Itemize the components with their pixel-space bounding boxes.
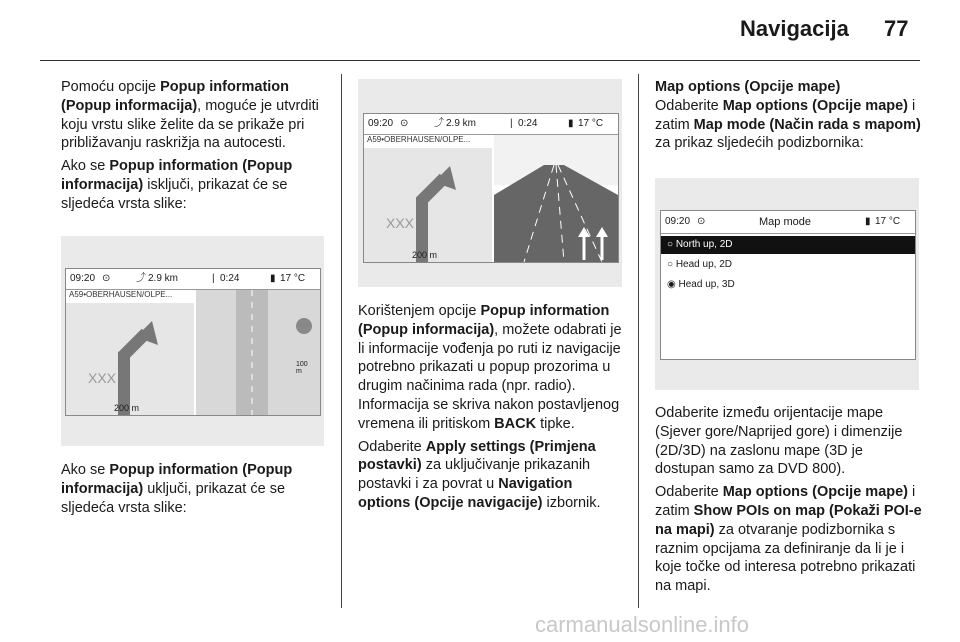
nav-screenshot-popup-off: 09:20 ⊙ ⤴ 2.9 km | 0:24 ▮ 17 °C A59•OBERHAUSEN/OLPE... XXX 200 m 100 m [61,236,324,446]
paragraph: Ako se Popup information (Popup informacija) isključi, prikazat će se sljedeća vrsta slike: [61,158,293,212]
compass-icon: ⊙ [697,216,706,227]
menu-item-head-up-3d[interactable]: ◉ Head up, 3D [667,279,735,290]
flag-icon: ▮ [568,118,574,129]
column-1 [61,78,323,218]
flag-icon: ▮ [270,273,276,284]
guidance-graphic [66,303,194,415]
map-scale: 100 m [296,361,308,375]
column-divider-1 [341,74,342,608]
turn-distance: 200 m [412,250,438,260]
page-title: Navigacija [740,16,849,41]
map-view [196,290,320,415]
guidance-graphic [364,148,492,262]
status-bar: 09:20 ⊙ ⤴ 2.9 km | 0:24 ▮ 17 °C [66,269,320,290]
column-1-bottom [61,461,323,521]
map-mode-screenshot [655,178,919,390]
page-number: 77 [884,16,909,41]
watermark: carmanualsonline.info [535,612,750,637]
column-3-bottom [655,404,923,600]
nav-screenshot-popup-on: 09:20 ⊙ ⤴ 2.9 km | 0:24 ▮ 17 °C A59•OBERHAUSEN/OLPE... XXX 200 m [358,79,622,287]
menu-item-head-up-2d[interactable]: ○ Head up, 2D [667,259,732,270]
compass-icon: ⊙ [102,273,111,284]
radio-icon: ○ [667,259,674,270]
paragraph: Odaberite Apply settings (Primjena postavki) za uključivanje prikazanih postavki i za povrat u Navigation options (Opcije navigacije) izbornik. [358,438,601,511]
svg-text:XXX: XXX [88,370,117,386]
radio-selected-icon: ◉ [667,279,676,290]
route-icon: ⤴ [136,273,146,284]
header-rule [40,60,920,61]
separator: | [510,118,513,129]
menu-title: Map mode [759,216,811,228]
column-2 [358,302,624,517]
junction-view [494,135,618,262]
status-bar: 09:20 ⊙ ⤴ 2.9 km | 0:24 ▮ 17 °C [364,114,618,135]
route-icon: ⤴ [434,118,444,129]
turn-distance: 200 m [114,403,140,413]
radio-icon: ○ [667,239,674,250]
status-bar: 09:20 ⊙ Map mode ▮ 17 °C [661,211,915,234]
menu-item-north-up-2d[interactable]: ○ North up, 2D [661,236,915,254]
paragraph: Odaberite Map options (Opcije mape) i zatim Show POIs on map (Pokaži POI-e na mapi) za otvaranje podizbornika s raznim opcijama za definiranje da li je i koje točke od interesa potrebno prikazati na mapi. [655,484,922,595]
paragraph: Odaberite između orijentacije mape (Sjever gore/Naprijed gore) i dimenzije (2D/3D) na zaslonu mape (3D je dostupan samo za DVD 800). [655,405,903,478]
paragraph: Korištenjem opcije Popup information (Popup informacija), možete odabrati je li informacije vođenja po ruti iz navigacije potrebno prikazati u popup prozorima u drugim načinima rada (npr. radio). Informacija se skriva nakon postavljenog vremena ili pritiskom BACK tipke. [358,303,622,432]
svg-text:XXX: XXX [386,215,415,231]
section-heading: Map options (Opcije mape) [655,79,841,95]
column-3 [655,78,923,157]
separator: | [212,273,215,284]
flag-icon: ▮ [865,216,871,227]
paragraph: Ako se Popup information (Popup informacija) uključi, prikazat će se sljedeća vrsta slike: [61,462,293,516]
paragraph: Odaberite Map options (Opcije mape) i zatim Map mode (Način rada s mapom) za prikaz sljedećih podizbornika: [655,97,921,152]
compass-icon: ⊙ [400,118,409,129]
column-divider-2 [638,74,639,608]
paragraph: Pomoću opcije Popup information (Popup informacija), moguće je utvrditi koju vrstu slike želite da se prikaže pri približavanju raskrižja na autocesti. [61,79,319,152]
